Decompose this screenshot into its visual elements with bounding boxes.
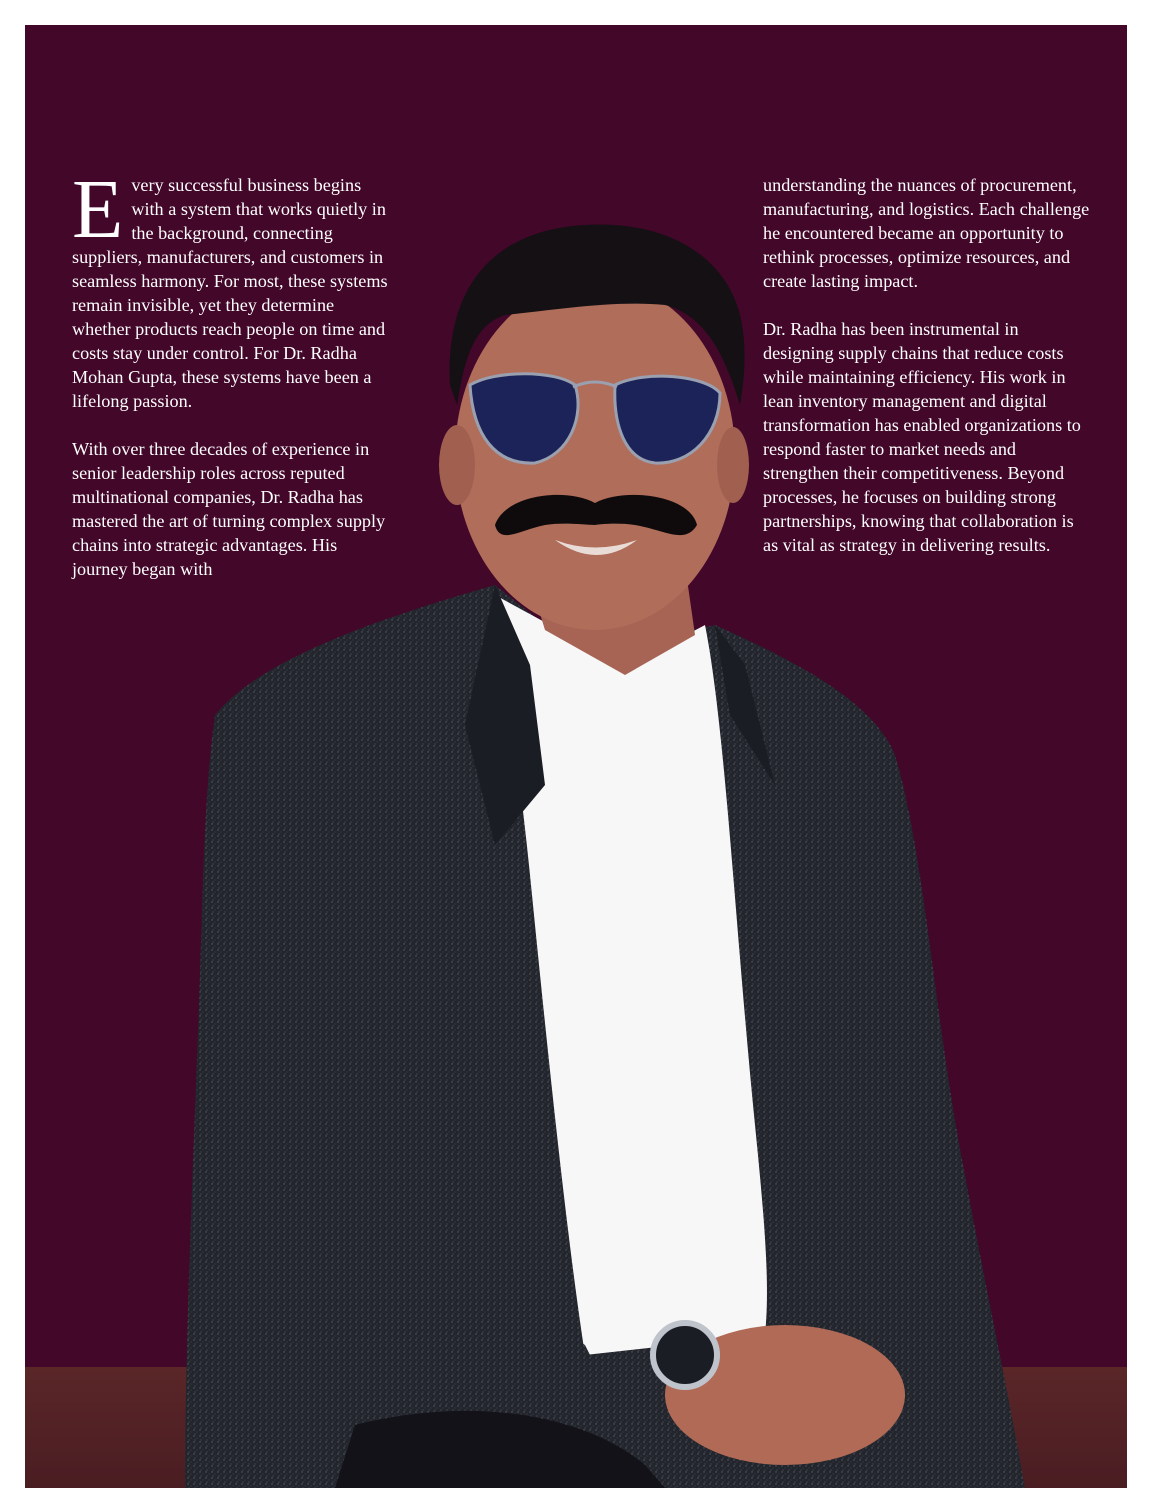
- journey-paragraph: understanding the nuances of procurement, manufacturing, and logistics. Each challenge he encountered became an opportunity to rethink processes, optimize resources, and create lasting impact.: [763, 175, 1090, 291]
- face: [455, 280, 735, 630]
- right-ear: [717, 427, 749, 503]
- impact-paragraph: Dr. Radha has been instrumental in designing supply chains that reduce costs while maintaining efficiency. His work in lean inventory management and digital transformation has enabled organizations to respond faster to market needs and strengthen their competitiveness. Beyond processes, he focuses on building strong partnerships, knowing that collaboration is as vital as strategy in delivering results.: [763, 319, 1081, 555]
- drop-cap: E: [72, 163, 124, 256]
- left-ear: [439, 425, 475, 505]
- wristwatch: [653, 1323, 717, 1387]
- page-panel: [25, 25, 1127, 1488]
- article-column-left: [72, 163, 390, 605]
- article-column-right: [763, 173, 1093, 581]
- experience-paragraph: With over three decades of experience in senior leadership roles across reputed multinational companies, Dr. Radha has mastered the art of turning complex supply chains into strategic advantages. His journey began with: [72, 439, 386, 579]
- intro-paragraph: [72, 163, 390, 413]
- intro-paragraph-text: very successful business begins with a system that works quietly in the background, connecting suppliers, manufacturers, and customers in seamless harmony. For most, these systems remain invisible, yet they determine whether products reach people on time and costs stay under control. For Dr. Radha Mohan Gupta, these systems have been a lifelong passion.: [72, 175, 388, 411]
